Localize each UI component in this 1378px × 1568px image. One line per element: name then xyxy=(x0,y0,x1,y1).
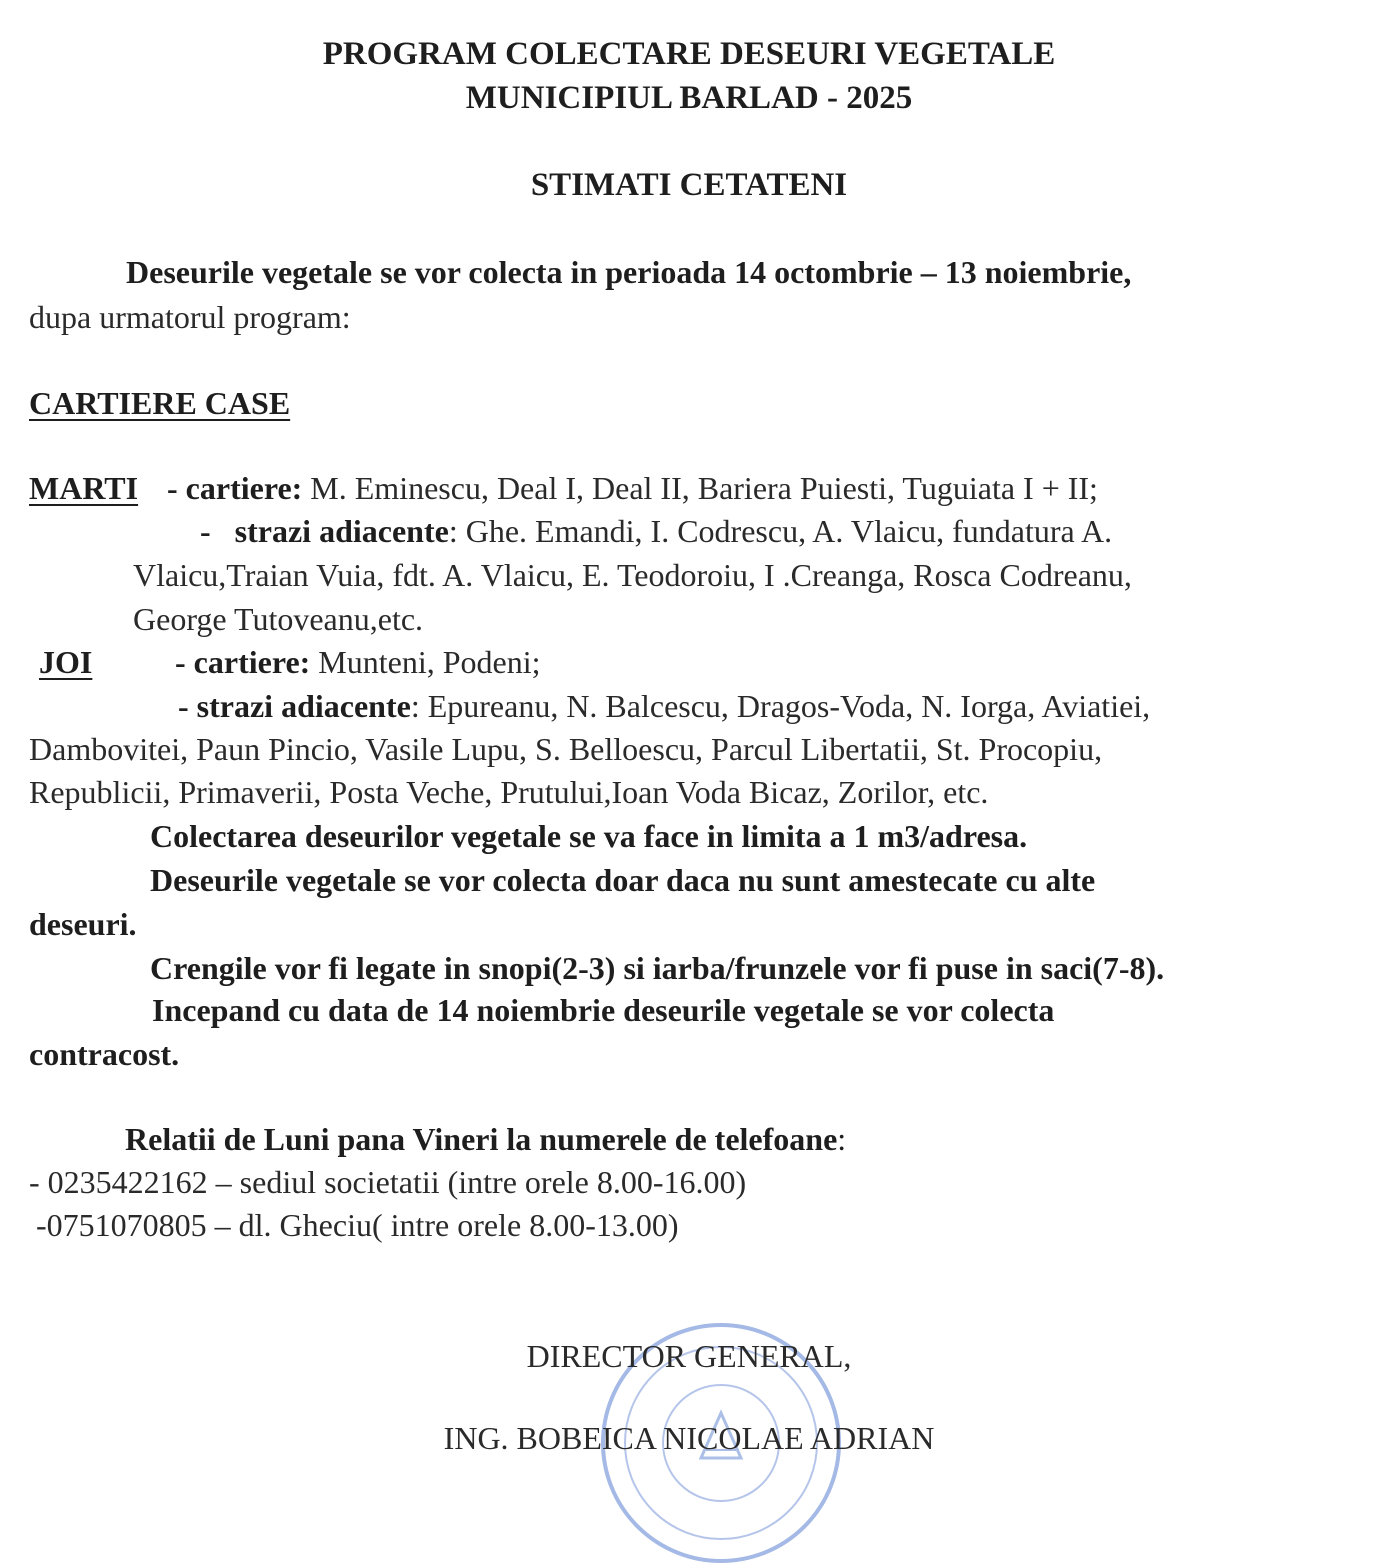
day-label-marti: MARTI xyxy=(29,470,139,506)
joi-strazi-label: - strazi adiacente xyxy=(178,688,411,724)
rule-unmixed-line1: Deseurile vegetale se vor colecta doar daca nu sunt amestecate cu alte xyxy=(150,862,1096,898)
joi-strazi-line3: Republicii, Primaverii, Posta Veche, Prutului,Ioan Voda Bicaz, Zorilor, etc. xyxy=(29,774,989,810)
contact-phone-office: - 0235422162 – sediul societatii (intre orele 8.00-16.00) xyxy=(29,1164,747,1200)
rule-paid-line1: Incepand cu data de 14 noiembrie deseurile vegetale se vor colecta xyxy=(152,992,1055,1028)
joi-strazi-line2: Dambovitei, Paun Pincio, Vasile Lupu, S. Belloescu, Parcul Libertatii, St. Procopiu, xyxy=(29,731,1103,767)
rule-unmixed-line2: deseuri. xyxy=(29,906,137,942)
signature-name: ING. BOBEICA NICOLAE ADRIAN xyxy=(443,1420,935,1456)
rule-volume-limit: Colectarea deseurilor vegetale se va face in limita a 1 m3/adresa. xyxy=(150,818,1028,854)
contact-heading-colon: : xyxy=(837,1121,847,1157)
marti-strazi-label: strazi adiacente xyxy=(234,513,449,549)
rule-bundling: Crengile vor fi legate in snopi(2-3) si iarba/frunzele vor fi puse in saci(7-8). xyxy=(150,950,1165,986)
joi-cartiere-label: - cartiere: xyxy=(175,644,311,680)
joi-cartiere-list: Munteni, Podeni; xyxy=(318,644,541,680)
rule-paid-line2: contracost. xyxy=(29,1036,180,1072)
marti-strazi-line2: Vlaicu,Traian Vuia, fdt. A. Vlaicu, E. Teodoroiu, I .Creanga, Rosca Codreanu, xyxy=(133,557,1132,593)
contact-phone-mobile: -0751070805 – dl. Gheciu( intre orele 8.00-13.00) xyxy=(36,1207,679,1243)
salutation: STIMATI CETATENI xyxy=(530,167,848,203)
document-title-line2: MUNICIPIUL BARLAD - 2025 xyxy=(465,80,913,116)
marti-strazi-row xyxy=(200,511,1112,551)
document-title-line1: PROGRAM COLECTARE DESEURI VEGETALE xyxy=(322,36,1056,72)
section-heading: CARTIERE CASE xyxy=(29,385,291,421)
marti-strazi-dash: - xyxy=(200,513,211,549)
joi-cartiere-row xyxy=(39,642,541,682)
marti-strazi-line1: : Ghe. Emandi, I. Codrescu, A. Vlaicu, fundatura A. xyxy=(448,513,1113,549)
intro-line1: Deseurile vegetale se vor colecta in perioada 14 octombrie – 13 noiembrie, xyxy=(126,254,1132,290)
joi-strazi-line1: : Epureanu, N. Balcescu, Dragos-Voda, N. Iorga, Aviatiei, xyxy=(410,688,1151,724)
contact-heading-text: Relatii de Luni pana Vineri la numerele de telefoane xyxy=(125,1121,838,1157)
marti-cartiere-list: M. Eminescu, Deal I, Deal II, Bariera Puiesti, Tuguiata I + II; xyxy=(310,470,1098,506)
marti-strazi-line3: George Tutoveanu,etc. xyxy=(133,601,424,637)
joi-strazi-row xyxy=(178,686,1150,726)
marti-cartiere-label: - cartiere: xyxy=(167,470,303,506)
intro-line2: dupa urmatorul program: xyxy=(29,299,351,335)
marti-cartiere-row xyxy=(29,468,1098,508)
day-label-joi: JOI xyxy=(39,644,93,680)
signature-role: DIRECTOR GENERAL, xyxy=(526,1338,852,1374)
contact-heading xyxy=(125,1119,846,1159)
